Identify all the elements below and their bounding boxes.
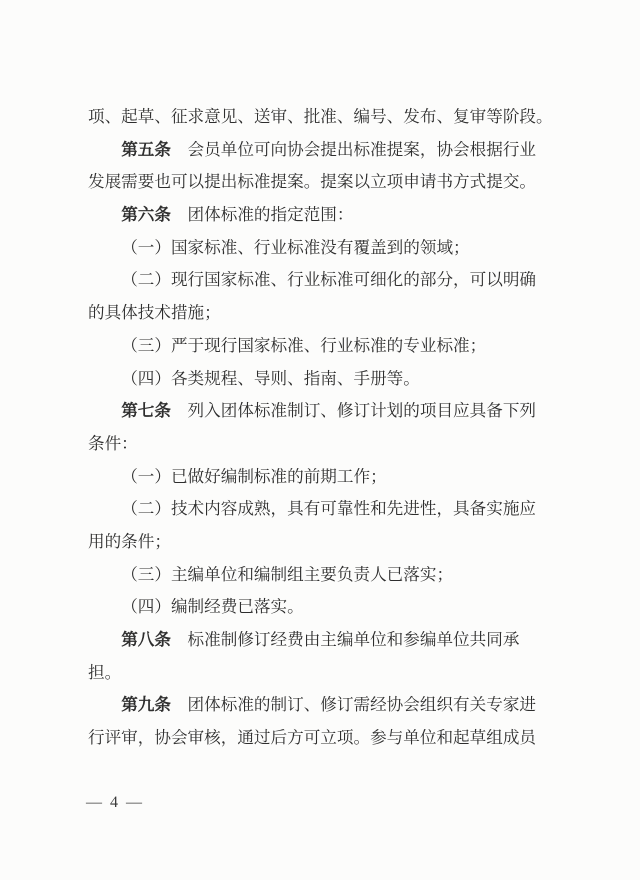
- document-line: [88, 134, 562, 167]
- line-text: 团体标准的制订、修订需经协会组织有关专家进: [170, 695, 537, 715]
- document-line: [88, 166, 562, 199]
- article-number: 第九条: [121, 695, 171, 715]
- document-line: [88, 461, 562, 494]
- document-line: [88, 591, 562, 624]
- line-text: （一）国家标准、行业标准没有覆盖到的领域；: [121, 237, 470, 257]
- line-text: 标准制修订经费由主编单位和参编单位共同承: [170, 630, 520, 649]
- article-number: 第七条: [121, 401, 171, 421]
- document-body: [88, 101, 562, 755]
- document-line: [88, 264, 562, 297]
- document-line: [88, 657, 562, 690]
- document-line: [88, 526, 562, 559]
- document-line: [88, 493, 562, 526]
- page-number: — 4 —: [86, 794, 144, 811]
- line-text: 行评审，协会审核，通过后方可立项。参与单位和起草组成员: [88, 728, 537, 748]
- line-text: 用的条件；: [88, 531, 171, 551]
- line-text: （一）已做好编制标准的前期工作；: [121, 466, 387, 486]
- line-text: （二）技术内容成熟，具有可靠性和先进性，具备实施应: [121, 499, 537, 519]
- document-line: [88, 722, 562, 755]
- document-line: [88, 330, 562, 363]
- document-line: [88, 689, 562, 722]
- line-text: 的具体技术措施；: [88, 303, 221, 323]
- line-text: 条件：: [88, 433, 138, 453]
- article-number: 第八条: [121, 630, 171, 649]
- line-text: （三）严于现行国家标准、行业标准的专业标准；: [121, 335, 487, 355]
- article-number: 第五条: [121, 139, 171, 159]
- line-text: 列入团体标准制订、修订计划的项目应具备下列: [170, 401, 537, 421]
- line-text: （二）现行国家标准、行业标准可细化的部分，可以明确: [121, 270, 537, 290]
- document-line: [88, 395, 562, 428]
- line-text: （三）主编单位和编制组主要负责人已落实；: [121, 564, 454, 584]
- document-line: [88, 232, 562, 265]
- document-line: [88, 297, 562, 330]
- line-text: 担。: [88, 662, 122, 682]
- line-text: 项、起草、征求意见、送审、批准、编号、发布、复审等阶段。: [88, 107, 553, 126]
- document-line: [88, 101, 562, 134]
- document-line: [88, 363, 562, 396]
- line-text: 团体标准的指定范围：: [170, 205, 354, 225]
- document-line: [88, 559, 562, 592]
- document-line: [88, 199, 562, 232]
- document-line: [88, 428, 562, 461]
- line-text: 会员单位可向协会提出标准提案，协会根据行业: [170, 139, 537, 159]
- line-text: 发展需要也可以提出标准提案。提案以立项申请书方式提交。: [88, 172, 537, 192]
- article-number: 第六条: [121, 205, 171, 225]
- line-text: （四）编制经费已落实。: [121, 597, 304, 617]
- document-line: [88, 624, 562, 657]
- line-text: （四）各类规程、导则、指南、手册等。: [121, 368, 420, 388]
